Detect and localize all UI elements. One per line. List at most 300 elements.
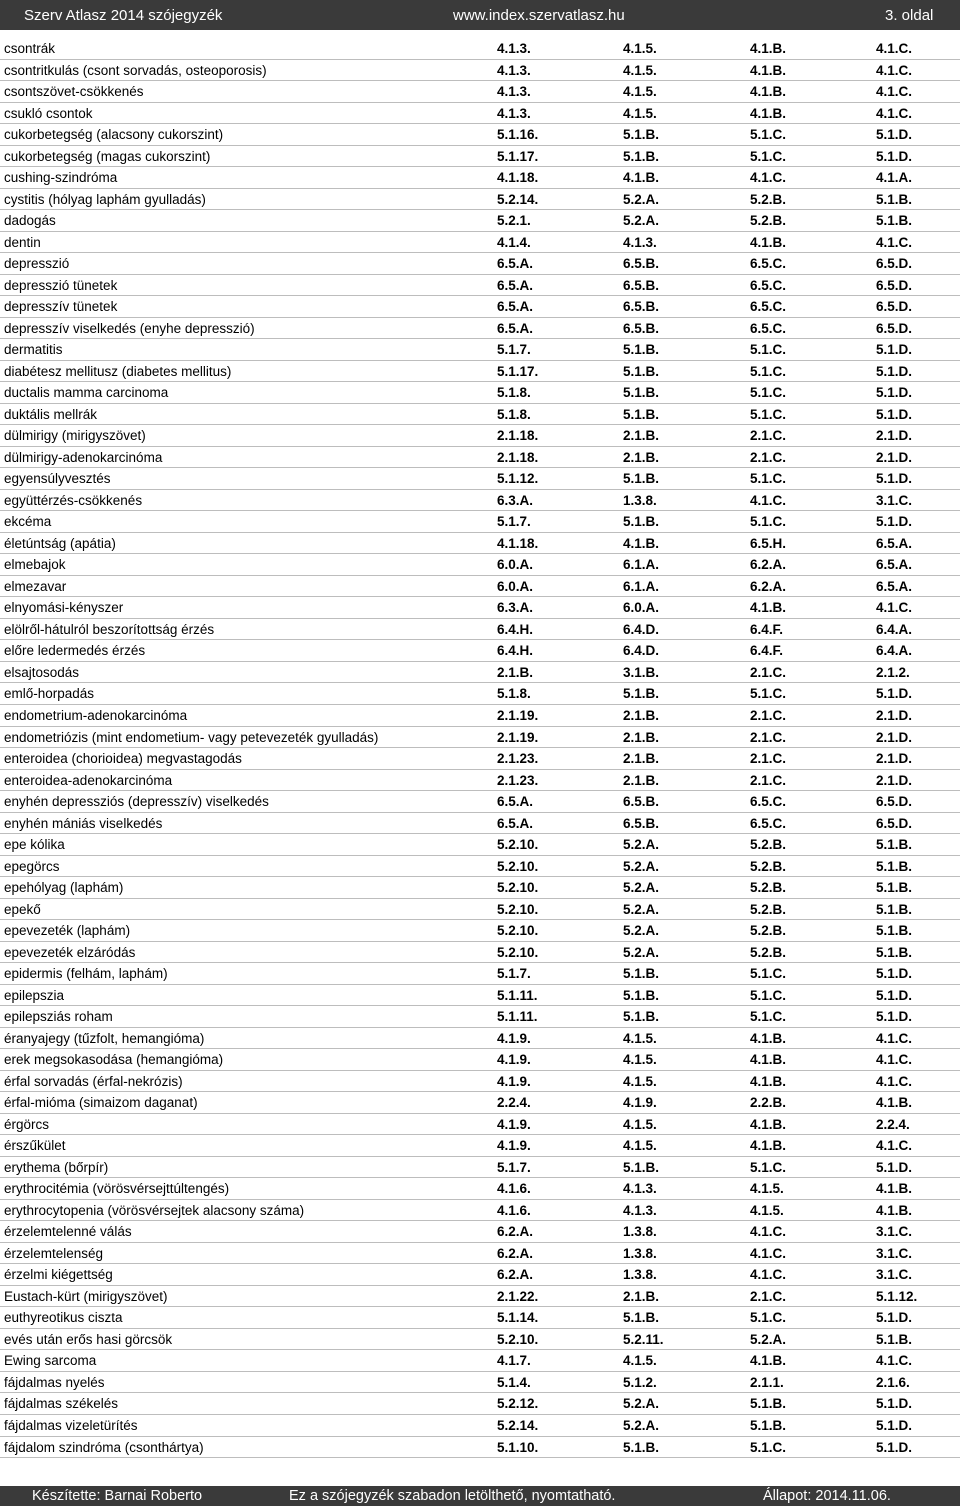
reference-cell: 5.1.D.	[876, 127, 913, 143]
term-cell: érzelemtelenség	[4, 1245, 104, 1261]
reference-cell: 2.1.D.	[876, 729, 913, 745]
term-cell: elölről-hátulról beszorítottság érzés	[4, 621, 215, 637]
glossary-table	[0, 38, 960, 1458]
reference-cell: 5.1.D.	[876, 686, 913, 702]
reference-cell: 5.1.B.	[623, 127, 660, 143]
table-row	[0, 856, 960, 878]
reference-cell: 5.2.B.	[750, 923, 787, 939]
status-date: Állapot: 2014.11.06.	[763, 1488, 891, 1504]
table-row	[0, 490, 960, 512]
reference-cell: 1.3.8.	[623, 1267, 657, 1283]
table-row	[0, 318, 960, 340]
term-cell: dadogás	[4, 213, 56, 229]
reference-cell: 5.2.B.	[750, 901, 787, 917]
term-cell: csukló csontok	[4, 105, 93, 121]
reference-cell: 6.5.D.	[876, 277, 913, 293]
reference-cell: 5.1.B.	[876, 191, 913, 207]
term-cell: evés után erős hasi görcsök	[4, 1331, 173, 1347]
reference-cell: 5.1.B.	[876, 837, 913, 853]
reference-cell: 5.1.11.	[497, 1009, 538, 1025]
reference-cell: 5.2.12.	[497, 1396, 539, 1412]
reference-cell: 5.1.D.	[876, 1009, 913, 1025]
table-row	[0, 619, 960, 641]
term-cell: depresszió	[4, 256, 70, 272]
term-cell: fájdalmas székelés	[4, 1396, 119, 1412]
reference-cell: 4.1.B.	[750, 41, 787, 56]
term-cell: dülmirigy (mirigyszövet)	[4, 428, 146, 444]
reference-cell: 4.1.C.	[876, 1353, 913, 1369]
reference-cell: 5.2.14.	[497, 191, 539, 207]
table-row	[0, 38, 960, 60]
reference-cell: 2.1.C.	[750, 428, 787, 444]
reference-cell: 5.1.C.	[750, 1009, 787, 1025]
reference-cell: 2.1.B.	[623, 428, 660, 444]
reference-cell: 6.5.D.	[876, 794, 913, 810]
term-cell: enyhén mániás viselkedés	[4, 815, 163, 831]
reference-cell: 4.1.C.	[876, 1052, 913, 1068]
reference-cell: 5.1.4.	[497, 1374, 531, 1390]
table-row	[0, 727, 960, 749]
table-row	[0, 468, 960, 490]
reference-cell: 4.1.5.	[623, 62, 657, 78]
table-row	[0, 640, 960, 662]
table-row	[0, 447, 960, 469]
reference-cell: 2.1.B.	[623, 1288, 660, 1304]
reference-cell: 2.1.C.	[750, 751, 787, 767]
reference-cell: 4.1.B.	[750, 1052, 787, 1068]
table-row	[0, 1372, 960, 1394]
reference-cell: 4.1.3.	[497, 41, 531, 56]
table-row	[0, 511, 960, 533]
term-cell: epegörcs	[4, 858, 60, 874]
table-row	[0, 275, 960, 297]
term-cell: epilepszia	[4, 987, 65, 1003]
reference-cell: 5.1.10.	[497, 1439, 539, 1455]
reference-cell: 5.2.B.	[750, 858, 787, 874]
reference-cell: 4.1.B.	[876, 1095, 913, 1111]
reference-cell: 2.1.B.	[623, 449, 660, 465]
reference-cell: 5.2.A.	[623, 191, 660, 207]
page-header	[0, 0, 960, 30]
term-cell: endometriózis (mint endometium- vagy petevezeték gyulladás)	[4, 729, 379, 745]
reference-cell: 2.1.23.	[497, 751, 539, 767]
reference-cell: 4.1.C.	[876, 41, 913, 56]
term-cell: depresszív tünetek	[4, 299, 118, 315]
reference-cell: 2.2.4.	[876, 1116, 910, 1132]
reference-cell: 3.1.B.	[623, 664, 660, 680]
table-row	[0, 103, 960, 125]
term-cell: érszűkület	[4, 1138, 66, 1154]
table-row	[0, 124, 960, 146]
term-cell: elsajtosodás	[4, 664, 80, 680]
reference-cell: 4.1.5.	[750, 1181, 784, 1197]
reference-cell: 6.2.A.	[497, 1224, 534, 1240]
reference-cell: 6.2.A.	[750, 557, 787, 573]
reference-cell: 5.1.C.	[750, 987, 787, 1003]
table-row	[0, 60, 960, 82]
term-cell: csontrák	[4, 41, 56, 56]
reference-cell: 6.5.A.	[497, 815, 534, 831]
table-row	[0, 1393, 960, 1415]
reference-cell: 6.5.D.	[876, 320, 913, 336]
term-cell: epidermis (felhám, laphám)	[4, 966, 168, 982]
reference-cell: 4.1.18.	[497, 535, 539, 551]
table-row	[0, 296, 960, 318]
reference-cell: 4.1.C.	[750, 1267, 787, 1283]
reference-cell: 2.1.19.	[497, 729, 539, 745]
table-row	[0, 1049, 960, 1071]
reference-cell: 4.1.C.	[750, 1245, 787, 1261]
reference-cell: 5.1.C.	[750, 363, 787, 379]
reference-cell: 5.1.C.	[750, 406, 787, 422]
reference-cell: 5.1.D.	[876, 148, 913, 164]
table-row	[0, 189, 960, 211]
reference-cell: 5.1.D.	[876, 471, 913, 487]
reference-cell: 5.1.B.	[623, 1439, 660, 1455]
reference-cell: 4.1.18.	[497, 170, 539, 186]
reference-cell: 5.1.C.	[750, 471, 787, 487]
reference-cell: 5.1.B.	[623, 987, 660, 1003]
reference-cell: 5.1.7.	[497, 1159, 531, 1175]
reference-cell: 6.5.B.	[623, 277, 660, 293]
table-row	[0, 1221, 960, 1243]
reference-cell: 6.0.A.	[623, 600, 660, 616]
reference-cell: 4.1.9.	[497, 1116, 531, 1132]
reference-cell: 2.1.B.	[623, 751, 660, 767]
reference-cell: 5.1.B.	[623, 406, 660, 422]
term-cell: erythrocytopenia (vörösvérsejtek alacsony száma)	[4, 1202, 305, 1218]
reference-cell: 4.1.5.	[623, 1138, 657, 1154]
reference-cell: 5.1.D.	[876, 385, 913, 401]
reference-cell: 5.1.8.	[497, 686, 531, 702]
term-cell: cystitis (hólyag laphám gyulladás)	[4, 191, 206, 207]
reference-cell: 2.1.D.	[876, 751, 913, 767]
reference-cell: 2.1.19.	[497, 707, 539, 723]
reference-cell: 4.1.3.	[623, 1202, 657, 1218]
reference-cell: 5.2.B.	[750, 944, 787, 960]
reference-cell: 4.1.3.	[497, 84, 531, 100]
term-cell: epe kólika	[4, 837, 65, 853]
table-row	[0, 533, 960, 555]
reference-cell: 6.5.B.	[623, 794, 660, 810]
reference-cell: 4.1.B.	[750, 1138, 787, 1154]
reference-cell: 4.1.C.	[876, 1073, 913, 1089]
reference-cell: 4.1.9.	[497, 1073, 531, 1089]
reference-cell: 5.1.C.	[750, 385, 787, 401]
term-cell: előre ledermedés érzés	[4, 643, 146, 659]
reference-cell: 2.1.B.	[623, 729, 660, 745]
table-row	[0, 232, 960, 254]
table-row	[0, 1114, 960, 1136]
reference-cell: 4.1.B.	[750, 105, 787, 121]
reference-cell: 6.5.B.	[623, 256, 660, 272]
reference-cell: 6.0.A.	[497, 557, 534, 573]
reference-cell: 4.1.B.	[623, 535, 660, 551]
term-cell: emlő-horpadás	[4, 686, 95, 702]
table-row	[0, 1243, 960, 1265]
term-cell: fájdalom szindróma (csonthártya)	[4, 1439, 204, 1455]
reference-cell: 6.5.A.	[876, 557, 913, 573]
reference-cell: 2.1.C.	[750, 729, 787, 745]
reference-cell: 4.1.B.	[750, 1073, 787, 1089]
reference-cell: 4.1.C.	[750, 1224, 787, 1240]
reference-cell: 6.5.B.	[623, 299, 660, 315]
reference-cell: 4.1.B.	[750, 234, 787, 250]
table-row	[0, 963, 960, 985]
reference-cell: 2.1.C.	[750, 707, 787, 723]
term-cell: csontritkulás (csont sorvadás, osteoporosis)	[4, 62, 267, 78]
reference-cell: 6.5.C.	[750, 320, 787, 336]
reference-cell: 4.1.3.	[623, 234, 657, 250]
reference-cell: 5.2.A.	[623, 923, 660, 939]
reference-cell: 4.1.5.	[623, 1116, 657, 1132]
reference-cell: 5.1.B.	[623, 1159, 660, 1175]
term-cell: elnyomási-kényszer	[4, 600, 124, 616]
table-row	[0, 813, 960, 835]
reference-cell: 5.1.D.	[876, 406, 913, 422]
reference-cell: 5.2.A.	[623, 213, 660, 229]
reference-cell: 5.1.C.	[750, 686, 787, 702]
reference-cell: 6.4.F.	[750, 643, 784, 659]
reference-cell: 6.5.C.	[750, 794, 787, 810]
reference-cell: 2.1.18.	[497, 449, 539, 465]
reference-cell: 6.4.D.	[623, 643, 660, 659]
table-row	[0, 1006, 960, 1028]
term-cell: erythema (bőrpír)	[4, 1159, 109, 1175]
reference-cell: 5.2.A.	[623, 1396, 660, 1412]
reference-cell: 5.1.C.	[750, 1310, 787, 1326]
reference-cell: 5.2.B.	[750, 191, 787, 207]
reference-cell: 5.1.D.	[876, 363, 913, 379]
term-cell: érzelemtelenné válás	[4, 1224, 132, 1240]
reference-cell: 5.2.A.	[623, 901, 660, 917]
reference-cell: 2.1.B.	[623, 772, 660, 788]
reference-cell: 1.3.8.	[623, 492, 657, 508]
reference-cell: 4.1.5.	[623, 1073, 657, 1089]
term-cell: depresszív viselkedés (enyhe depresszió)	[4, 320, 255, 336]
reference-cell: 4.1.B.	[750, 62, 787, 78]
reference-cell: 5.2.10.	[497, 858, 539, 874]
reference-cell: 5.1.B.	[623, 966, 660, 982]
table-row	[0, 576, 960, 598]
reference-cell: 4.1.B.	[876, 1202, 913, 1218]
reference-cell: 4.1.5.	[623, 105, 657, 121]
reference-cell: 4.1.C.	[876, 105, 913, 121]
term-cell: enteroidea-adenokarcinóma	[4, 772, 173, 788]
reference-cell: 6.5.A.	[497, 299, 534, 315]
reference-cell: 6.5.H.	[750, 535, 787, 551]
table-row	[0, 899, 960, 921]
table-row	[0, 382, 960, 404]
reference-cell: 6.5.A.	[497, 794, 534, 810]
term-cell: érfal-mióma (simaizom daganat)	[4, 1095, 198, 1111]
reference-cell: 5.2.A.	[623, 944, 660, 960]
reference-cell: 4.1.C.	[876, 84, 913, 100]
reference-cell: 4.1.9.	[623, 1095, 657, 1111]
reference-cell: 5.1.B.	[750, 1396, 787, 1412]
table-row	[0, 791, 960, 813]
reference-cell: 4.1.B.	[750, 1030, 787, 1046]
reference-cell: 5.1.17.	[497, 148, 539, 164]
term-cell: érgörcs	[4, 1116, 50, 1132]
reference-cell: 4.1.9.	[497, 1030, 531, 1046]
reference-cell: 5.1.12.	[876, 1288, 918, 1304]
term-cell: éranyajegy (tűzfolt, hemangióma)	[4, 1030, 205, 1046]
reference-cell: 4.1.B.	[750, 1353, 787, 1369]
term-cell: érfal sorvadás (érfal-nekrózis)	[4, 1073, 183, 1089]
table-row	[0, 253, 960, 275]
reference-cell: 6.2.A.	[497, 1267, 534, 1283]
reference-cell: 4.1.5.	[750, 1202, 784, 1218]
term-cell: epilepsziás roham	[4, 1009, 113, 1025]
reference-cell: 4.1.B.	[750, 84, 787, 100]
reference-cell: 5.1.12.	[497, 471, 539, 487]
reference-cell: 3.1.C.	[876, 1224, 913, 1240]
table-row	[0, 1157, 960, 1179]
term-cell: cushing-szindróma	[4, 170, 118, 186]
term-cell: ekcéma	[4, 514, 52, 530]
table-row	[0, 339, 960, 361]
website-url[interactable]: www.index.szervatlasz.hu	[453, 7, 625, 24]
table-row	[0, 146, 960, 168]
reference-cell: 5.1.D.	[876, 1310, 913, 1326]
reference-cell: 2.1.23.	[497, 772, 539, 788]
reference-cell: 4.1.6.	[497, 1202, 531, 1218]
term-cell: cukorbetegség (magas cukorszint)	[4, 148, 211, 164]
table-row	[0, 1329, 960, 1351]
term-cell: elmebajok	[4, 557, 66, 573]
reference-cell: 4.1.B.	[750, 1116, 787, 1132]
reference-cell: 5.1.B.	[623, 148, 660, 164]
reference-cell: 5.2.10.	[497, 880, 539, 896]
reference-cell: 6.0.A.	[497, 578, 534, 594]
reference-cell: 6.5.C.	[750, 277, 787, 293]
term-cell: dülmirigy-adenokarcinóma	[4, 449, 163, 465]
table-row	[0, 770, 960, 792]
reference-cell: 4.1.C.	[750, 170, 787, 186]
reference-cell: 5.2.10.	[497, 923, 539, 939]
reference-cell: 4.1.5.	[623, 1353, 657, 1369]
term-cell: dentin	[4, 234, 41, 250]
page-number: 3. oldal	[885, 7, 934, 24]
document-title: Szerv Atlasz 2014 szójegyzék	[24, 7, 223, 24]
reference-cell: 6.5.C.	[750, 299, 787, 315]
table-row	[0, 1135, 960, 1157]
table-row	[0, 1350, 960, 1372]
reference-cell: 6.5.D.	[876, 256, 913, 272]
reference-cell: 5.2.1.	[497, 213, 531, 229]
reference-cell: 6.4.D.	[623, 621, 660, 637]
reference-cell: 5.1.17.	[497, 363, 539, 379]
term-cell: epehólyag (laphám)	[4, 880, 124, 896]
term-cell: enteroidea (chorioidea) megvastagodás	[4, 751, 242, 767]
reference-cell: 5.1.C.	[750, 342, 787, 358]
term-cell: dermatitis	[4, 342, 63, 358]
reference-cell: 4.1.C.	[750, 492, 787, 508]
reference-cell: 5.1.16.	[497, 127, 539, 143]
reference-cell: 6.5.A.	[497, 277, 534, 293]
reference-cell: 3.1.C.	[876, 492, 913, 508]
table-row	[0, 985, 960, 1007]
table-row	[0, 597, 960, 619]
term-cell: erythrocitémia (vörösvérsejttúltengés)	[4, 1181, 230, 1197]
term-cell: erek megsokasodása (hemangióma)	[4, 1052, 224, 1068]
reference-cell: 6.5.D.	[876, 299, 913, 315]
reference-cell: 5.1.B.	[876, 923, 913, 939]
reference-cell: 2.1.2.	[876, 664, 910, 680]
reference-cell: 6.3.A.	[497, 492, 534, 508]
reference-cell: 5.2.A.	[623, 1418, 660, 1433]
reference-cell: 5.2.B.	[750, 837, 787, 853]
term-cell: érzelmi kiégettség	[4, 1267, 113, 1283]
reference-cell: 4.1.4.	[497, 234, 531, 250]
reference-cell: 5.1.D.	[876, 987, 913, 1003]
table-row	[0, 1437, 960, 1459]
reference-cell: 2.1.22.	[497, 1288, 539, 1304]
reference-cell: 4.1.B.	[750, 600, 787, 616]
reference-cell: 5.1.D.	[876, 966, 913, 982]
reference-cell: 5.1.11.	[497, 987, 538, 1003]
reference-cell: 2.2.B.	[750, 1095, 787, 1111]
reference-cell: 6.5.D.	[876, 815, 913, 831]
reference-cell: 5.1.B.	[623, 514, 660, 530]
reference-cell: 4.1.5.	[623, 1030, 657, 1046]
reference-cell: 4.1.C.	[876, 1138, 913, 1154]
term-cell: epevezeték elzáródás	[4, 944, 136, 960]
term-cell: epevezeték (laphám)	[4, 923, 131, 939]
reference-cell: 5.1.2.	[623, 1374, 657, 1390]
table-row	[0, 361, 960, 383]
table-row	[0, 404, 960, 426]
author-label: Készítette: Barnai Roberto	[32, 1488, 203, 1504]
reference-cell: 2.1.1.	[750, 1374, 784, 1390]
reference-cell: 4.1.C.	[876, 62, 913, 78]
table-row	[0, 877, 960, 899]
term-cell: diabétesz mellitusz (diabetes mellitus)	[4, 363, 232, 379]
reference-cell: 6.1.A.	[623, 557, 660, 573]
reference-cell: 5.1.D.	[876, 1439, 913, 1455]
reference-cell: 5.1.C.	[750, 966, 787, 982]
reference-cell: 5.2.A.	[623, 880, 660, 896]
license-note: Ez a szójegyzék szabadon letölthető, nyomtatható.	[289, 1488, 616, 1504]
reference-cell: 4.1.A.	[876, 170, 913, 186]
term-cell: enyhén depressziós (depresszív) viselkedés	[4, 794, 269, 810]
table-row	[0, 81, 960, 103]
reference-cell: 5.2.A.	[750, 1331, 787, 1347]
term-cell: depresszió tünetek	[4, 277, 118, 293]
table-row	[0, 683, 960, 705]
reference-cell: 5.1.D.	[876, 1396, 913, 1412]
reference-cell: 5.1.C.	[750, 1159, 787, 1175]
reference-cell: 6.1.A.	[623, 578, 660, 594]
table-row	[0, 748, 960, 770]
reference-cell: 6.4.F.	[750, 621, 784, 637]
reference-cell: 6.4.A.	[876, 621, 913, 637]
reference-cell: 4.1.5.	[623, 41, 657, 56]
reference-cell: 5.1.B.	[876, 1331, 913, 1347]
reference-cell: 4.1.B.	[876, 1181, 913, 1197]
reference-cell: 2.1.D.	[876, 772, 913, 788]
reference-cell: 2.1.D.	[876, 428, 913, 444]
reference-cell: 4.1.C.	[876, 1030, 913, 1046]
reference-cell: 6.5.A.	[497, 320, 534, 336]
reference-cell: 6.3.A.	[497, 600, 534, 616]
reference-cell: 5.2.11.	[623, 1331, 664, 1347]
term-cell: egyensúlyvesztés	[4, 471, 111, 487]
page-footer	[0, 1486, 960, 1506]
reference-cell: 5.1.B.	[623, 385, 660, 401]
reference-cell: 2.1.D.	[876, 449, 913, 465]
